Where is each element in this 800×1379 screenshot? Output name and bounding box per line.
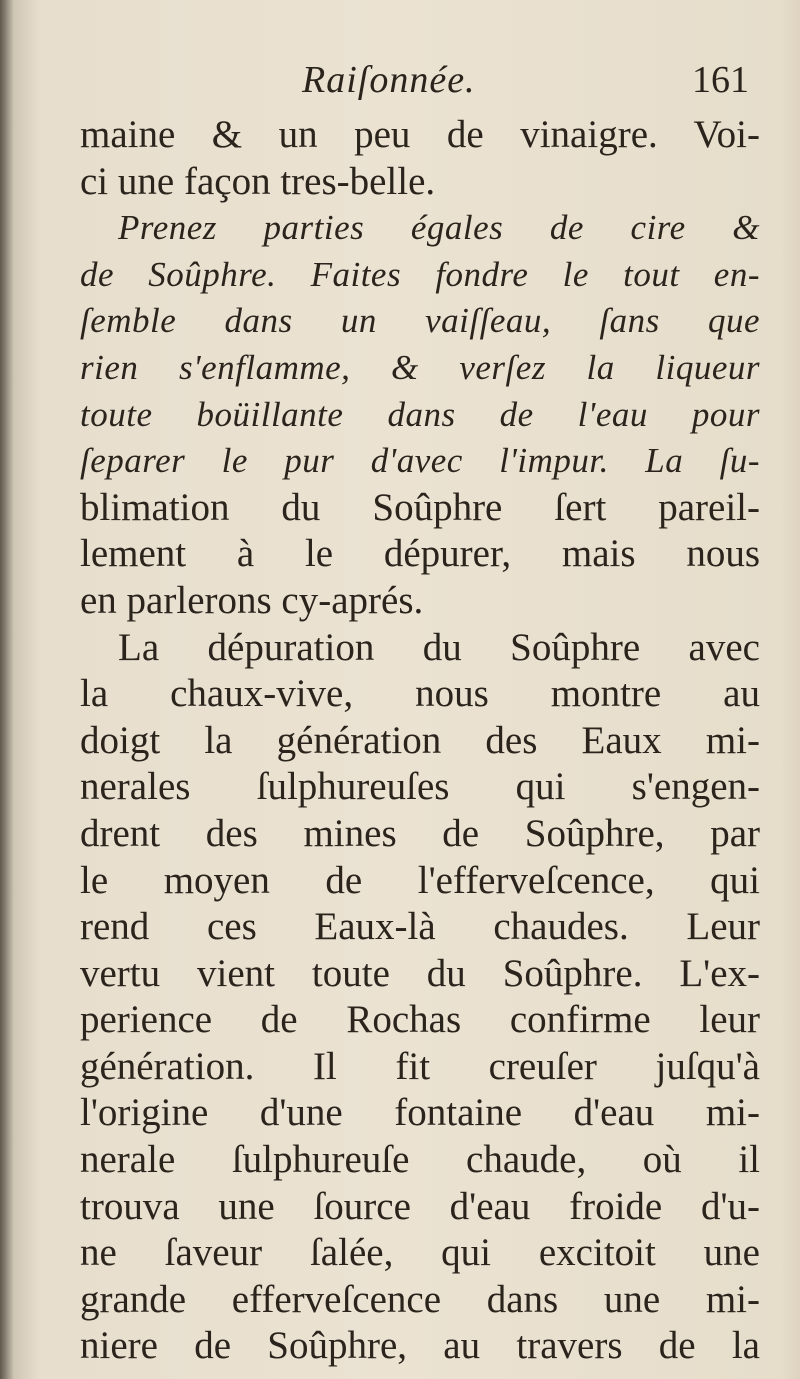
- text-line: lement à le dépurer, mais nous: [80, 532, 760, 576]
- recipe-line: de Soûphre. Faites fondre le tout en-: [80, 254, 760, 294]
- paragraph-start: La dépuration du Soûphre avec: [118, 625, 760, 669]
- text-line: l'origine d'une fontaine d'eau mi-: [80, 1091, 760, 1135]
- text-line: rend ces Eaux-là chaudes. Leur: [80, 905, 760, 949]
- text-line: en parlerons cy-aprés.: [80, 578, 424, 622]
- text-line: maine & un peu de vinaigre. Voi-: [80, 113, 760, 156]
- recipe-line: toute boüillante dans de l'eau pour: [80, 394, 760, 434]
- recipe-line: ſeparer le pur d'avec l'impur. La ſu-: [80, 441, 760, 481]
- recipe-line: rien s'enflamme, & verſez la liqueur: [80, 347, 760, 387]
- text-line: ne ſaveur ſalée, qui excitoit une: [80, 1231, 760, 1275]
- running-title: Raiſonnée.: [302, 59, 476, 101]
- text-line: doigt la génération des Eaux mi-: [80, 718, 760, 762]
- page-number: 161: [692, 59, 749, 101]
- recipe-line: ſemble dans un vaiſſeau, ſans que: [80, 301, 760, 341]
- text-line: blimation du Soûphre ſert pareil-: [80, 485, 760, 529]
- page-header: [0, 58, 800, 108]
- text-line: niere de Soûphre, au travers de la: [80, 1324, 760, 1368]
- text-line: ci une façon tres-belle.: [80, 159, 436, 203]
- text-line: le moyen de l'efferveſcence, qui: [80, 858, 760, 902]
- text-line: nerales ſulphureuſes qui s'engen-: [80, 765, 760, 809]
- recipe-line: Prenez parties égales de cire &: [118, 208, 760, 248]
- text-line: trouva une ſource d'eau froide d'u-: [80, 1184, 760, 1228]
- text-line: vertu vient toute du Soûphre. L'ex-: [80, 951, 760, 995]
- text-line: drent des mines de Soûphre, par: [80, 811, 760, 855]
- text-line: perience de Rochas confirme leur: [80, 998, 760, 1042]
- text-line: grande efferveſcence dans une mi-: [80, 1277, 760, 1321]
- text-line: nerale ſulphureuſe chaude, où il: [80, 1138, 760, 1182]
- text-line: génération. Il fit creuſer juſqu'à: [80, 1044, 760, 1088]
- body-text: [80, 112, 760, 1370]
- text-line: la chaux-vive, nous montre au: [80, 672, 760, 716]
